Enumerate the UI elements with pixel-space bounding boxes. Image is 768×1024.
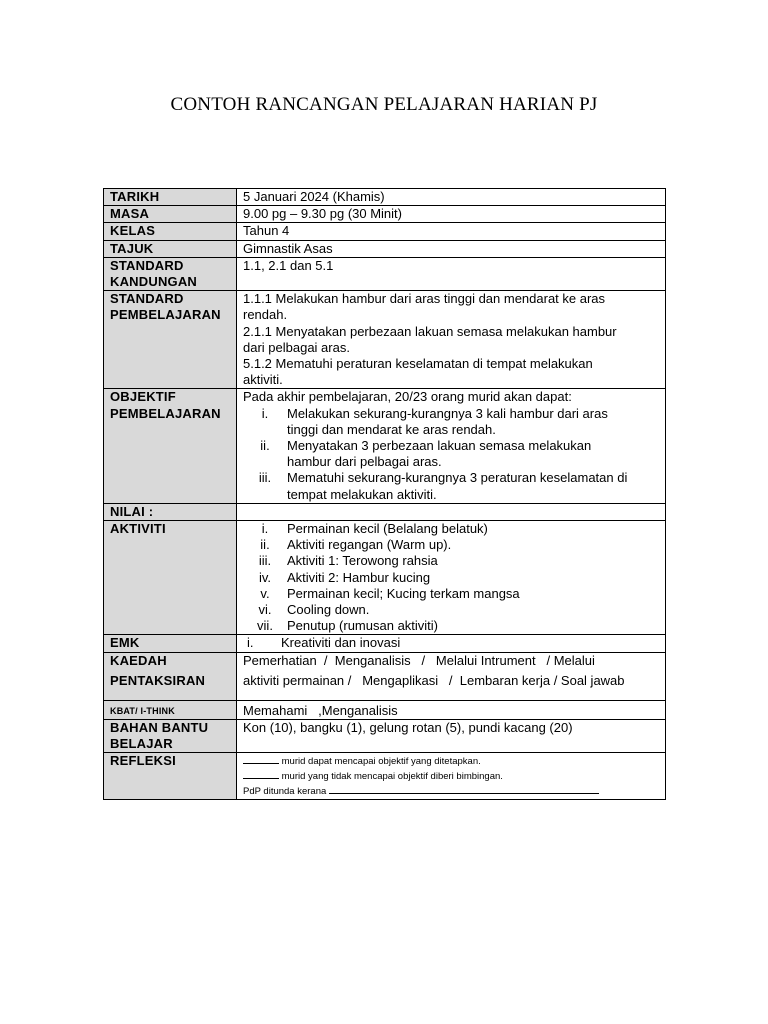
refleksi-text: murid dapat mencapai objektif yang ditetapkan.: [281, 756, 481, 768]
label-bahan-bantu: [104, 719, 237, 752]
list-number: i.: [261, 521, 269, 537]
blank-line: [329, 785, 599, 794]
lesson-plan-table: [103, 188, 666, 800]
text-line: Mematuhi sekurang-kurangnya 3 peraturan keselamatan di: [287, 470, 628, 486]
value-masa: 9.00 pg – 9.30 pg (30 Minit): [237, 206, 666, 223]
list-text: Penutup (rumusan aktiviti): [287, 618, 439, 634]
list-number: iii.: [258, 553, 272, 569]
list-number: ii.: [260, 438, 270, 454]
value-standard-kandungan: 1.1, 2.1 dan 5.1: [237, 257, 666, 290]
list-item: [243, 537, 659, 553]
label-aktiviti: AKTIVITI: [104, 521, 237, 635]
document-title: CONTOH RANCANGAN PELAJARAN HARIAN PJ: [170, 94, 598, 115]
list-item: [243, 586, 659, 602]
text-line: 2.1.1 Menyatakan perbezaan lakuan semasa melakukan hambur: [243, 323, 617, 339]
row-tajuk: [104, 240, 666, 257]
label-line: OBJEKTIF: [110, 389, 176, 405]
text-line: dari pelbagai aras.: [243, 339, 350, 355]
list-item: [243, 553, 659, 569]
label-standard-kandungan: [104, 257, 237, 290]
row-emk: [104, 635, 666, 652]
value-bahan-bantu: Kon (10), bangku (1), gelung rotan (5), pundi kacang (20): [237, 719, 666, 752]
objektif-intro: Pada akhir pembelajaran, 20/23 orang murid akan dapat:: [243, 389, 572, 405]
label-standard-pembelajaran: [104, 291, 237, 389]
text-line: rendah.: [243, 307, 288, 323]
text-line: tinggi dan mendarat ke aras rendah.: [287, 421, 496, 437]
list-item: [243, 438, 659, 470]
refleksi-line-1: [243, 754, 659, 769]
row-standard-pembelajaran: [104, 291, 666, 389]
row-bahan-bantu: [104, 719, 666, 752]
blank-line: [243, 755, 279, 764]
row-aktiviti: [104, 521, 666, 635]
value-objektif: [237, 389, 666, 503]
list-item: [243, 470, 659, 502]
list-number: vii.: [257, 618, 273, 634]
refleksi-text: murid yang tidak mencapai objektif diberi bimbingan.: [281, 771, 503, 783]
list-item: [243, 406, 659, 438]
aktiviti-list: [243, 521, 659, 634]
label-tajuk: TAJUK: [104, 240, 237, 257]
text-line: Melakukan sekurang-kurangnya 3 kali hambur dari aras: [287, 405, 608, 421]
list-text: Aktiviti 2: Hambur kucing: [287, 569, 431, 585]
list-text: Cooling down.: [287, 602, 370, 618]
row-kbat: [104, 700, 666, 719]
list-number: i.: [261, 405, 269, 421]
label-line: KANDUNGAN: [110, 274, 198, 290]
row-refleksi: [104, 753, 666, 800]
list-item: [243, 570, 659, 586]
row-kelas: [104, 223, 666, 240]
label-line: BAHAN BANTU: [110, 719, 209, 735]
text-line: aktiviti.: [243, 372, 283, 388]
label-line: PEMBELAJARAN: [110, 307, 221, 323]
label-line: PENTAKSIRAN: [110, 672, 206, 688]
row-nilai: [104, 503, 666, 520]
list-text: Aktiviti regangan (Warm up).: [287, 537, 452, 553]
list-number: iii.: [258, 470, 272, 486]
value-kelas: Tahun 4: [237, 223, 666, 240]
label-line: STANDARD: [110, 291, 184, 307]
list-item: [243, 618, 659, 634]
value-emk: [237, 635, 666, 652]
value-tarikh: 5 Januari 2024 (Khamis): [237, 189, 666, 206]
list-text: Permainan kecil; Kucing terkam mangsa: [287, 585, 520, 601]
list-number: ii.: [260, 537, 270, 553]
list-item: [243, 602, 659, 618]
label-line: STANDARD: [110, 257, 184, 273]
label-objektif: [104, 389, 237, 503]
list-number: i.: [247, 635, 254, 651]
list-item: [243, 521, 659, 537]
text-line: Menyatakan 3 perbezaan lakuan semasa melakukan: [287, 438, 592, 454]
label-masa: MASA: [104, 206, 237, 223]
row-kaedah-pentaksiran: [104, 652, 666, 700]
label-kbat: KBAT/ I-THINK: [104, 700, 237, 719]
emk-item: [243, 635, 659, 651]
label-line: PEMBELAJARAN: [110, 405, 221, 421]
label-kelas: KELAS: [104, 223, 237, 240]
text-line: 5.1.2 Mematuhi peraturan keselamatan di tempat melakukan: [243, 356, 593, 372]
emk-text: Kreativiti dan inovasi: [281, 635, 401, 651]
label-emk: EMK: [104, 635, 237, 652]
text-line: tempat melakukan aktiviti.: [287, 486, 437, 502]
value-kaedah-pentaksiran: [237, 652, 666, 700]
value-tajuk: Gimnastik Asas: [237, 240, 666, 257]
label-refleksi: REFLEKSI: [104, 753, 237, 800]
text-line: 1.1.1 Melakukan hambur dari aras tinggi dan mendarat ke aras: [243, 291, 606, 307]
list-text: [287, 438, 659, 470]
text-line: aktiviti permainan / Mengaplikasi / Lembaran kerja / Soal jawab: [243, 672, 625, 688]
label-nilai: NILAI :: [104, 503, 237, 520]
value-nilai: [237, 503, 666, 520]
text-line: Pemerhatian / Menganalisis / Melalui Intrument / Melalui: [243, 652, 595, 668]
label-tarikh: TARIKH: [104, 189, 237, 206]
objektif-list: [243, 406, 659, 503]
refleksi-text: PdP ditunda kerana: [243, 786, 327, 798]
label-line: KAEDAH: [110, 652, 167, 668]
row-masa: [104, 206, 666, 223]
refleksi-line-3: [243, 784, 659, 799]
row-tarikh: [104, 189, 666, 206]
blank-line: [243, 770, 279, 779]
list-text: Aktiviti 1: Terowong rahsia: [287, 553, 438, 569]
value-standard-pembelajaran: [237, 291, 666, 389]
list-number: v.: [260, 585, 270, 601]
refleksi-line-2: [243, 769, 659, 784]
label-kaedah-pentaksiran: [104, 652, 237, 700]
label-line: BELAJAR: [110, 736, 173, 752]
row-standard-kandungan: [104, 257, 666, 290]
list-number: vi.: [258, 602, 272, 618]
value-aktiviti: [237, 521, 666, 635]
list-text: [287, 470, 659, 502]
list-text: [287, 406, 659, 438]
value-refleksi: [237, 753, 666, 800]
value-kbat: Memahami ,Menganalisis: [237, 700, 666, 719]
list-number: iv.: [258, 569, 272, 585]
row-objektif: [104, 389, 666, 503]
text-line: hambur dari pelbagai aras.: [287, 454, 442, 470]
list-text: Permainan kecil (Belalang belatuk): [287, 521, 488, 537]
